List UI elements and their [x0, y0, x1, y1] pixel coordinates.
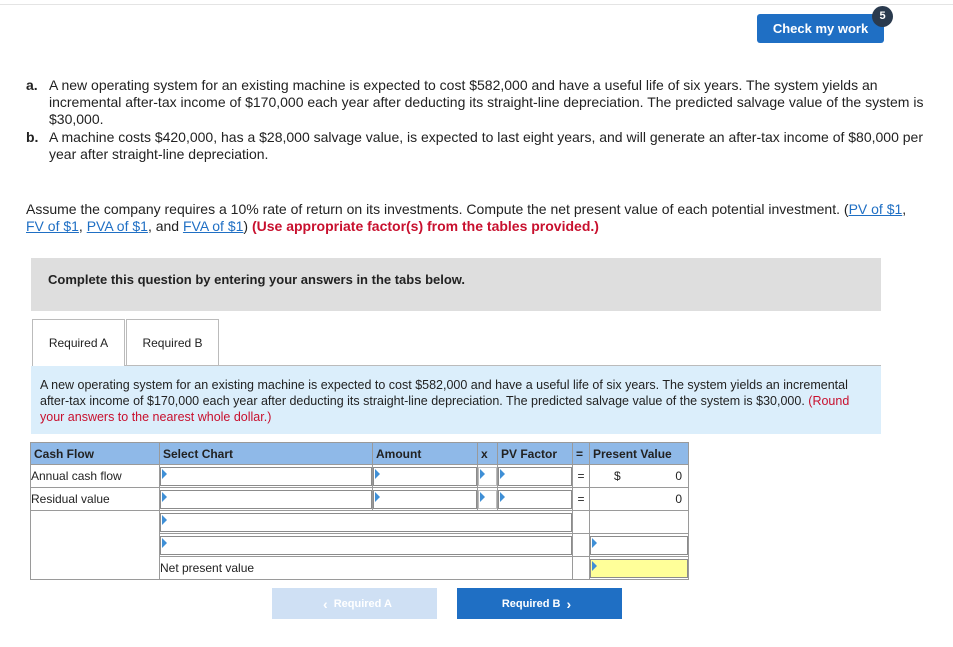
present-value-output: 0 — [675, 492, 682, 506]
table-row — [31, 465, 689, 488]
npv-table — [30, 442, 689, 580]
select-chart-dropdown[interactable] — [160, 467, 372, 486]
top-divider — [0, 4, 953, 5]
pv-factor-input[interactable] — [498, 467, 572, 486]
table-row — [31, 488, 689, 511]
empty-cell — [573, 534, 590, 557]
empty-cell — [590, 511, 689, 534]
empty-cell — [31, 511, 160, 580]
assumption-lead: Assume the company requires a 10% rate of return on its investments. Compute the net present value of each potential investment. ( — [26, 201, 849, 217]
extra-row-dropdown[interactable] — [160, 513, 572, 532]
equals-sign: = — [573, 465, 590, 488]
problem-item-b-text: A machine costs $420,000, has a $28,000 salvage value, is expected to last eight years, and will generate an after-tax income of $80,000 per year after straight-line depreciation. — [49, 129, 923, 162]
fv-of-1-link[interactable]: FV of $1 — [26, 218, 79, 234]
table-row — [31, 511, 689, 534]
amount-input[interactable] — [373, 467, 477, 486]
assumption-text — [26, 201, 926, 235]
problem-item-a-text: A new operating system for an existing machine is expected to cost $582,000 and have a useful life of six years. The system yields an incremental after-tax income of $170,000 each year after deducting its straight-line depreciation. The predicted salvage value of the system is $30,000. — [49, 77, 924, 127]
fva-of-1-link[interactable]: FVA of $1 — [182, 218, 244, 234]
closing-paren: ) — [243, 218, 249, 234]
requirement-description — [31, 366, 881, 434]
extra-row-dropdown[interactable] — [160, 536, 572, 555]
pva-of-1-link[interactable]: PVA of $1 — [86, 218, 148, 234]
extra-row-input[interactable] — [590, 536, 688, 555]
header-select-chart: Select Chart — [160, 443, 373, 465]
requirement-text: A new operating system for an existing machine is expected to cost $582,000 and have a useful life of six years. The system yields an incremental after-tax income of $170,000 each year after deducting its straight-line depreciation. The predicted salvage value of the system is $30,000. — [40, 378, 848, 408]
rounding-instruction: (Round your answers to the nearest whole dollar.) — [40, 394, 850, 424]
amount-input[interactable] — [373, 490, 477, 509]
row-label-residual-value: Residual value — [31, 488, 160, 511]
problem-statement — [26, 77, 926, 164]
pv-of-1-link[interactable]: PV of $1 — [848, 201, 903, 217]
present-value-output: 0 — [675, 469, 682, 483]
factor-instruction: (Use appropriate factor(s) from the tables provided.) — [248, 218, 599, 234]
separator: , and — [147, 218, 183, 234]
separator: , — [78, 218, 87, 234]
header-cash-flow: Cash Flow — [31, 443, 160, 465]
empty-cell — [573, 557, 590, 580]
net-present-value-input[interactable] — [590, 559, 688, 578]
header-amount: Amount — [373, 443, 478, 465]
previous-required-a-button[interactable] — [272, 588, 437, 619]
next-required-b-button[interactable] — [457, 588, 622, 619]
check-my-work-button[interactable]: Check my work — [757, 14, 884, 43]
chevron-right-icon: › — [566, 595, 572, 612]
prev-label: Required A — [333, 597, 392, 610]
select-chart-dropdown[interactable] — [160, 490, 372, 509]
multiply-cell — [478, 467, 497, 486]
tab-required-b[interactable]: Required B — [126, 319, 219, 366]
problem-item-b-label: b. — [26, 129, 39, 145]
separator: , — [902, 201, 907, 217]
problem-item-a-label: a. — [26, 77, 38, 93]
problem-item-b — [26, 129, 926, 163]
tab-required-a[interactable]: Required A — [32, 319, 125, 366]
attempts-badge: 5 — [872, 6, 893, 27]
empty-cell — [573, 511, 590, 534]
header-equals: = — [573, 443, 590, 465]
instruction-banner — [31, 258, 881, 311]
instruction-text: Complete this question by entering your answers in the tabs below. — [48, 272, 466, 287]
equals-sign: = — [573, 488, 590, 511]
header-multiply: x — [478, 443, 498, 465]
row-label-annual-cash-flow: Annual cash flow — [31, 465, 160, 488]
problem-item-a — [26, 77, 926, 128]
multiply-cell — [478, 490, 497, 509]
pv-factor-input[interactable] — [498, 490, 572, 509]
table-header-row — [31, 443, 689, 465]
net-present-value-label: Net present value — [160, 557, 573, 580]
next-label: Required B — [501, 597, 561, 610]
dollar-sign: $ — [614, 469, 621, 483]
chevron-left-icon: ‹ — [323, 595, 328, 612]
header-pv-factor: PV Factor — [498, 443, 573, 465]
header-present-value: Present Value — [590, 443, 689, 465]
